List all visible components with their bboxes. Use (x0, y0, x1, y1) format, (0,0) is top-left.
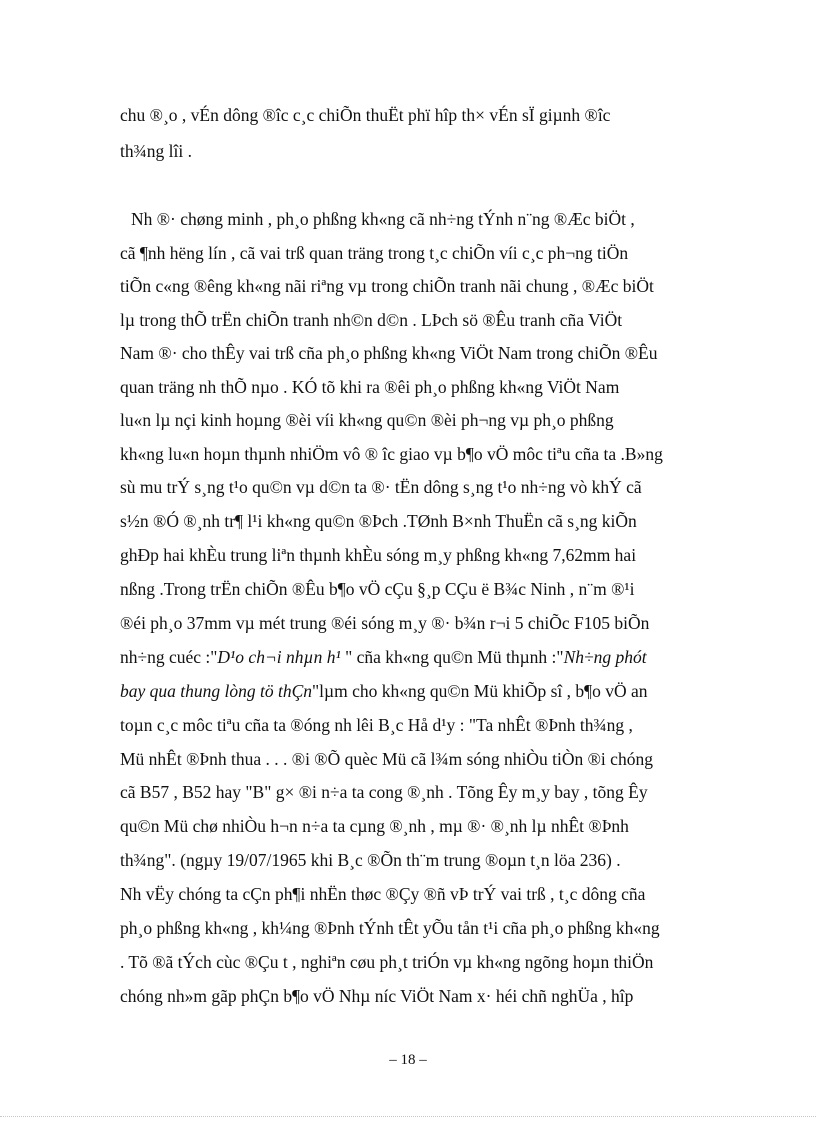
text-line: toµn c¸c môc tiªu cña ta ®óng nh lêi B¸c Hå d¹y : "Ta nhÊt ®Þnh th¾ng , (120, 715, 633, 735)
text-line: nßng .Trong trËn chiÕn ®Êu b¶o vÖ cÇu §¸p CÇu ë B¾c Ninh , n¨m ®¹i (120, 579, 635, 599)
text-line: qu©n Mü chø nhiÒu h¬n n÷a ta cµng ®¸nh , mµ ®· ®¸nh lµ nhÊt ®Þnh (120, 816, 629, 836)
text-line: chóng nh»m gãp phÇn b¶o vÖ Nhµ níc ViÖt Nam x· héi chñ nghÜa , hîp (120, 986, 634, 1006)
text-line: quan träng nh thÕ nµo . KÓ tõ khi ra ®êi ph¸o phßng kh«ng ViÖt Nam (120, 377, 620, 397)
text-line: kh«ng lu«n hoµn thµnh nhiÖm vô ® îc giao vµ b¶o vÖ môc tiªu cña ta .B»ng (120, 444, 663, 464)
text-line: Nh vËy chóng ta cÇn ph¶i nhËn thøc ®Çy ®ñ vÞ trÝ vai trß , t¸c dông cña (120, 884, 646, 904)
italic-quote: Nh÷ng phót (563, 647, 647, 667)
text-line: lu«n lµ nçi kinh hoµng ®èi víi kh«ng qu©n ®èi ph¬ng vµ ph¸o phßng (120, 410, 614, 430)
text-line: Nam ®· cho thÊy vai trß cña ph¸o phßng kh«ng ViÖt Nam trong chiÕn ®Êu (120, 343, 658, 363)
quote-line (120, 679, 700, 703)
text-line: cã ¶nh hëng lín , cã vai trß quan träng trong t¸c chiÕn víi c¸c ph¬ng tiÖn (120, 243, 629, 263)
text-line: ph¸o phßng kh«ng , kh¼ng ®Þnh tÝnh tÊt yÕu tån t¹i cña ph¸o phßng kh«ng (120, 918, 660, 938)
page-number: – 18 – (389, 1052, 427, 1068)
text-line: ®éi ph¸o 37mm vµ mét trung ®éi sóng m¸y ®· b¾n r¬i 5 chiÕc F105 biÕn (120, 613, 650, 633)
quote-text: nh÷ng cuéc :" (120, 647, 218, 667)
text-line: cã B57 , B52 hay "B" g× ®i n÷a ta cong ®¸nh . Tõng Êy m¸y bay , tõng Êy (120, 782, 648, 802)
page-bottom-rule (0, 1116, 816, 1117)
italic-quote: D¹o ch¬i nhµn h¹ (217, 647, 341, 667)
text-line: lµ trong thÕ trËn chiÕn tranh nh©n d©n . LÞch sö ®Êu tranh cña ViÖt (120, 310, 623, 330)
paragraph-start-line: Nh ®· chøng minh , ph¸o phßng kh«ng cã nh÷ng tÝnh n¨ng ®Æc biÖt , (131, 209, 635, 229)
text-line: th¾ng". (ngµy 19/07/1965 khi B¸c ®Õn th¨m trung ®oµn t¸n löa 236) . (120, 850, 621, 870)
text-line: chu ®¸o , vÉn dông ®îc c¸c chiÕn thuËt phï hîp th× vÉn sÏ giµnh ®îc (120, 105, 611, 125)
text-line: . Tõ ®ã tÝch cùc ®Çu t , nghiªn cøu ph¸t triÓn vµ kh«ng ngõng hoµn thiÖn (120, 952, 654, 972)
quote-text: "lµm cho kh«ng qu©n Mü khiÕp sî , b¶o vÖ an (312, 681, 648, 701)
quote-text: " cña kh«ng qu©n Mü thµnh :" (340, 647, 564, 667)
text-line: ghÐp hai khÈu trung liªn thµnh khÈu sóng m¸y phßng kh«ng 7,62mm hai (120, 545, 637, 565)
text-line: th¾ng lîi . (120, 141, 192, 161)
italic-quote: bay qua thung lòng tö thÇn (120, 681, 313, 701)
text-line: s½n ®Ó ®¸nh tr¶ l¹i kh«ng qu©n ®Þch .TØnh B×nh ThuËn cã s¸ng kiÕn (120, 511, 637, 531)
text-line: Mü nhÊt ®Þnh thua . . . ®i ®Õ quèc Mü cã l¾m sóng nhiÒu tiÒn ®i chóng (120, 749, 653, 769)
text-line: sù mu trÝ s¸ng t¹o qu©n vµ d©n ta ®· tËn dông s¸ng t¹o nh÷ng vò khÝ cã (120, 477, 642, 497)
text-line: tiÕn c«ng ®êng kh«ng nãi riªng vµ trong chiÕn tranh nãi chung , ®Æc biÖt (120, 276, 654, 296)
quote-line (120, 645, 700, 669)
